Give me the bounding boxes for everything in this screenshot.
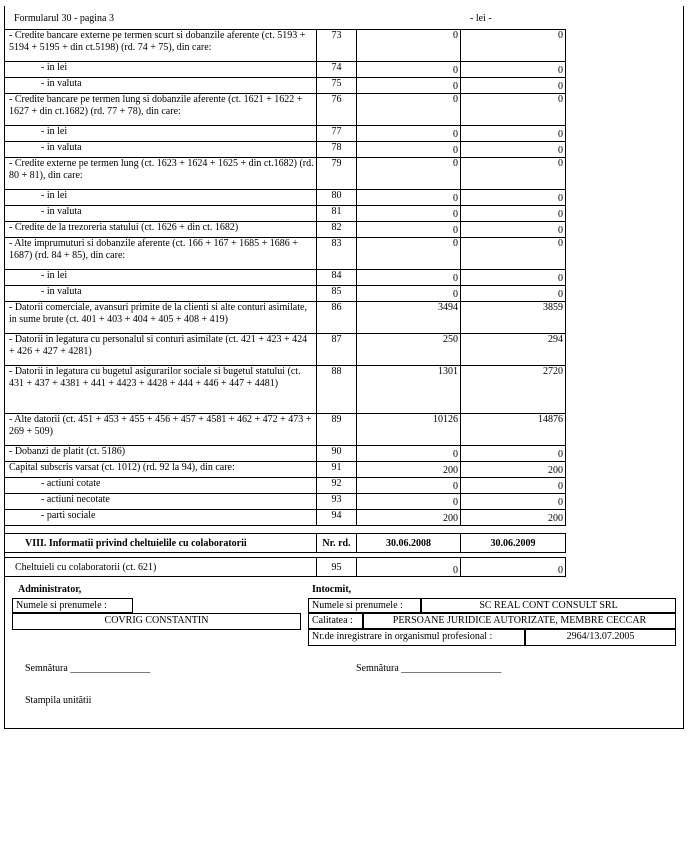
table-row bbox=[5, 190, 566, 206]
value-2009: 2720 bbox=[461, 366, 566, 414]
value-2008: 0 bbox=[357, 190, 461, 206]
row-label: - in valuta bbox=[5, 206, 317, 222]
intocmit-name-label: Numele si prenumele : bbox=[308, 598, 421, 613]
value-2009: 0 bbox=[461, 142, 566, 158]
value-2008: 0 bbox=[357, 446, 461, 462]
table-row bbox=[5, 334, 566, 366]
row-number: 82 bbox=[317, 222, 357, 238]
row-label: - Credite de la trezoreria statului (ct. 1626 + din ct. 1682) bbox=[5, 222, 317, 238]
value-2009: 0 bbox=[461, 446, 566, 462]
row-number: 83 bbox=[317, 238, 357, 270]
row-label: - actiuni necotate bbox=[5, 494, 317, 510]
intocmit-name-value: SC REAL CONT CONSULT SRL bbox=[421, 598, 676, 613]
value-2009: 0 bbox=[461, 270, 566, 286]
table-row bbox=[5, 222, 566, 238]
table-row bbox=[5, 478, 566, 494]
value-2008: 0 bbox=[357, 142, 461, 158]
collaborators-expenses-label: Cheltuieli cu colaboratorii (ct. 621) bbox=[5, 558, 317, 577]
value-2008: 0 bbox=[357, 286, 461, 302]
row-number: 93 bbox=[317, 494, 357, 510]
row-number: 79 bbox=[317, 158, 357, 190]
row-number: 76 bbox=[317, 94, 357, 126]
value-2009: 294 bbox=[461, 334, 566, 366]
table-row bbox=[5, 366, 566, 414]
row-label: - parti sociale bbox=[5, 510, 317, 526]
row-number: 94 bbox=[317, 510, 357, 526]
table-row bbox=[5, 462, 566, 478]
value-2009: 0 bbox=[461, 190, 566, 206]
row-label: - Datorii in legatura cu personalul si conturi asimilate (ct. 421 + 423 + 424 + 426 + 427 + 4281) bbox=[5, 334, 317, 366]
row-label: - Credite bancare pe termen lung si dobanzile aferente (ct. 1621 + 1622 + 1627 + din ct.1682) (rd. 77 + 78), din care: bbox=[5, 94, 317, 126]
intocmit-signature: Semnătura ____________________ bbox=[356, 663, 502, 674]
row-number: 78 bbox=[317, 142, 357, 158]
row-number: 84 bbox=[317, 270, 357, 286]
row-number: 89 bbox=[317, 414, 357, 446]
row-number: 77 bbox=[317, 126, 357, 142]
quality-label: Calitatea : bbox=[308, 613, 363, 629]
admin-signature: Semnătura ________________ bbox=[25, 663, 151, 674]
value-2008: 200 bbox=[357, 510, 461, 526]
admin-name-value: COVRIG CONSTANTIN bbox=[12, 613, 301, 630]
value-2008: 0 bbox=[357, 94, 461, 126]
row-label: - in valuta bbox=[5, 78, 317, 94]
registration-value: 2964/13.07.2005 bbox=[525, 629, 676, 646]
value-2008: 3494 bbox=[357, 302, 461, 334]
row-number: 92 bbox=[317, 478, 357, 494]
table-row bbox=[5, 142, 566, 158]
row-number: 81 bbox=[317, 206, 357, 222]
currency-label: - lei - bbox=[470, 13, 492, 24]
row-label: - in lei bbox=[5, 270, 317, 286]
date-column-1: 30.06.2008 bbox=[357, 534, 461, 553]
row-label: Capital subscris varsat (ct. 1012) (rd. 92 la 94), din care: bbox=[5, 462, 317, 478]
table-row bbox=[5, 158, 566, 190]
liabilities-table bbox=[4, 29, 566, 526]
row-number: 73 bbox=[317, 30, 357, 62]
table-row bbox=[5, 414, 566, 446]
table-row bbox=[5, 78, 566, 94]
row-number: 87 bbox=[317, 334, 357, 366]
value-2009: 0 bbox=[461, 62, 566, 78]
row-number: 86 bbox=[317, 302, 357, 334]
row-label: - in valuta bbox=[5, 142, 317, 158]
stamp-label: Stampila unitătii bbox=[25, 695, 92, 706]
row-number: 95 bbox=[317, 558, 357, 577]
value-2009: 0 bbox=[461, 206, 566, 222]
row-label: - in valuta bbox=[5, 286, 317, 302]
table-row bbox=[5, 94, 566, 126]
row-label: - Datorii in legatura cu bugetul asigurarilor sociale si bugetul statului (ct. 431 + 437 + 4381 + 441 + 4423 + 4428 + 444 + 446 + 447 + 4481) bbox=[5, 366, 317, 414]
value-2009: 0 bbox=[461, 158, 566, 190]
value-2008: 200 bbox=[357, 462, 461, 478]
value-2009: 0 bbox=[461, 494, 566, 510]
value-2009: 3859 bbox=[461, 302, 566, 334]
date-column-2: 30.06.2009 bbox=[461, 534, 566, 553]
table-row bbox=[5, 302, 566, 334]
value-2009: 0 bbox=[461, 238, 566, 270]
value-2009: 200 bbox=[461, 462, 566, 478]
value-2008: 0 bbox=[357, 158, 461, 190]
value-2008: 10126 bbox=[357, 414, 461, 446]
value-2009: 0 bbox=[461, 478, 566, 494]
value-2009: 0 bbox=[461, 126, 566, 142]
row-label: - in lei bbox=[5, 62, 317, 78]
row-label: - Dobanzi de platit (ct. 5186) bbox=[5, 446, 317, 462]
row-label: - Alte imprumuturi si dobanzile aferente (ct. 166 + 167 + 1685 + 1686 + 1687) (rd. 84 + 85), din care: bbox=[5, 238, 317, 270]
table-row bbox=[5, 286, 566, 302]
nr-rd-header: Nr. rd. bbox=[317, 534, 357, 553]
row-number: 74 bbox=[317, 62, 357, 78]
value-2009: 0 bbox=[461, 94, 566, 126]
value-2008: 0 bbox=[357, 558, 461, 577]
row-label: - actiuni cotate bbox=[5, 478, 317, 494]
row-number: 85 bbox=[317, 286, 357, 302]
row-number: 75 bbox=[317, 78, 357, 94]
value-2008: 0 bbox=[357, 30, 461, 62]
row-number: 91 bbox=[317, 462, 357, 478]
row-label: - in lei bbox=[5, 190, 317, 206]
administrator-title: Administrator, bbox=[18, 584, 82, 595]
row-label: - Credite bancare externe pe termen scurt si dobanzile aferente (ct. 5193 + 5194 + 5195 + din ct.5198) (rd. 74 + 75), din care: bbox=[5, 30, 317, 62]
row-label: - Credite externe pe termen lung (ct. 1623 + 1624 + 1625 + din ct.1682) (rd. 80 + 81), din care: bbox=[5, 158, 317, 190]
table-row bbox=[5, 494, 566, 510]
table-row bbox=[5, 30, 566, 62]
value-2008: 0 bbox=[357, 478, 461, 494]
collaborators-expenses-table bbox=[4, 557, 566, 577]
section-viii-title: VIII. Informatii privind cheltuielile cu colaboratorii bbox=[5, 534, 317, 553]
value-2009: 0 bbox=[461, 222, 566, 238]
table-row bbox=[5, 446, 566, 462]
row-number: 88 bbox=[317, 366, 357, 414]
registration-label: Nr.de inregistrare in organismul profesional : bbox=[308, 629, 525, 646]
admin-name-label: Numele si prenumele : bbox=[12, 598, 133, 613]
table-row bbox=[5, 126, 566, 142]
section-viii-header bbox=[4, 533, 566, 553]
row-label: - in lei bbox=[5, 126, 317, 142]
value-2008: 250 bbox=[357, 334, 461, 366]
row-number: 90 bbox=[317, 446, 357, 462]
table-row bbox=[5, 62, 566, 78]
quality-value: PERSOANE JURIDICE AUTORIZATE, MEMBRE CECCAR bbox=[363, 613, 676, 629]
value-2008: 0 bbox=[357, 206, 461, 222]
row-number: 80 bbox=[317, 190, 357, 206]
value-2009: 0 bbox=[461, 286, 566, 302]
table-row bbox=[5, 238, 566, 270]
form-page-label: Formularul 30 - pagina 3 bbox=[14, 13, 114, 24]
value-2008: 0 bbox=[357, 238, 461, 270]
table-row bbox=[5, 206, 566, 222]
value-2008: 0 bbox=[357, 62, 461, 78]
value-2008: 0 bbox=[357, 126, 461, 142]
table-row bbox=[5, 270, 566, 286]
value-2008: 0 bbox=[357, 270, 461, 286]
value-2009: 200 bbox=[461, 510, 566, 526]
value-2008: 0 bbox=[357, 78, 461, 94]
value-2008: 0 bbox=[357, 494, 461, 510]
value-2009: 0 bbox=[461, 78, 566, 94]
value-2008: 1301 bbox=[357, 366, 461, 414]
value-2009: 0 bbox=[461, 30, 566, 62]
row-label: - Alte datorii (ct. 451 + 453 + 455 + 456 + 457 + 4581 + 462 + 472 + 473 + 269 + 509) bbox=[5, 414, 317, 446]
intocmit-title: Intocmit, bbox=[312, 584, 352, 595]
row-label: - Datorii comerciale, avansuri primite de la clienti si alte conturi asimilate, in sume brute (ct. 401 + 403 + 404 + 405 + 408 + 419) bbox=[5, 302, 317, 334]
table-row bbox=[5, 510, 566, 526]
value-2009: 14876 bbox=[461, 414, 566, 446]
value-2008: 0 bbox=[357, 222, 461, 238]
value-2009: 0 bbox=[461, 558, 566, 577]
